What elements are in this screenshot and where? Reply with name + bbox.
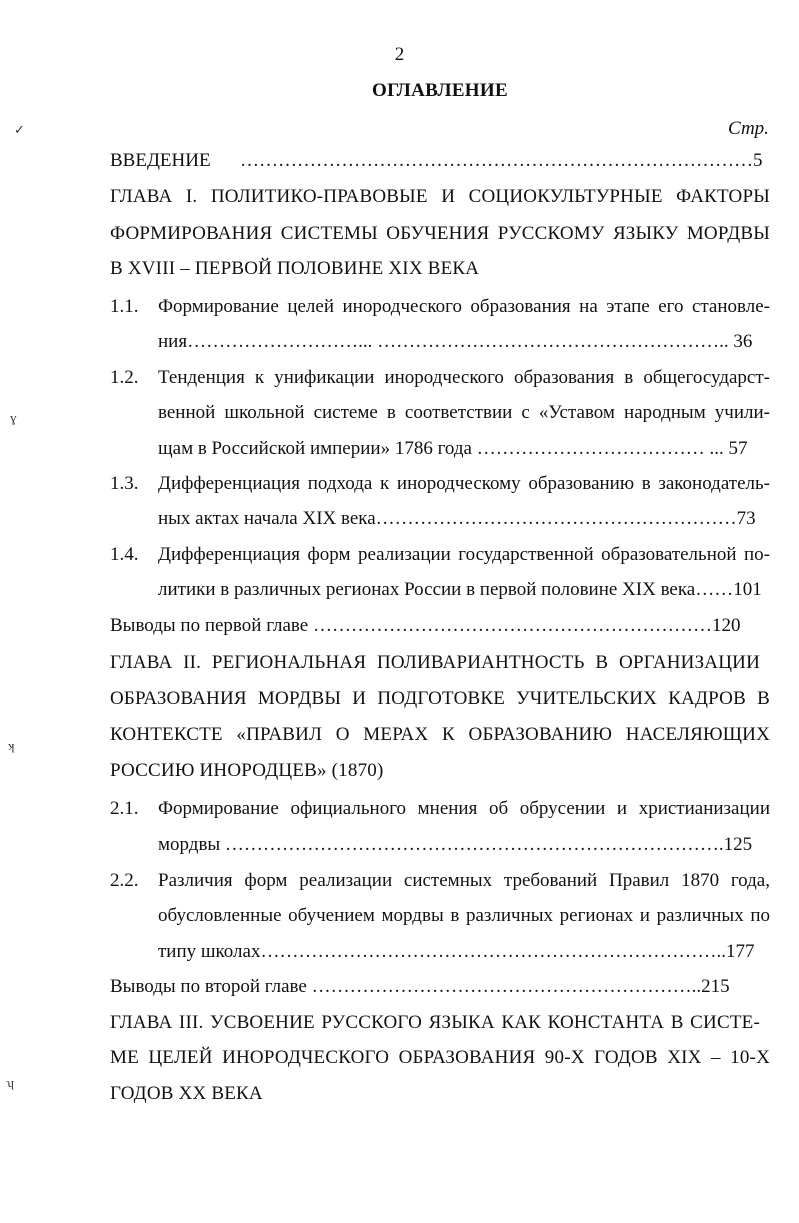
- margin-mark: ɣ: [10, 410, 17, 425]
- chapter-2-heading-line: ОБРАЗОВАНИЯ МОРДВЫ И ПОДГОТОВКЕ УЧИТЕЛЬСКИХ КАДРОВ В: [110, 688, 770, 709]
- toc-section-1-2-line[interactable]: щам в Российской империи» 1786 года ……………………………… ... 57: [158, 438, 748, 459]
- toc-conclusion-2[interactable]: Выводы по второй главе ……………………………………………………..215: [110, 976, 730, 997]
- margin-mark: ʞ: [8, 738, 15, 753]
- toc-conclusion-1[interactable]: Выводы по первой главе ………………………………………………………120: [110, 615, 741, 636]
- page-number: 2: [394, 44, 405, 65]
- chapter-2-heading-line: ГЛАВА II. РЕГИОНАЛЬНАЯ ПОЛИВАРИАНТНОСТЬ В ОРГАНИЗАЦИИ: [110, 652, 760, 673]
- toc-section-1-1-line[interactable]: ния………………………... ……………………………………………….. 36: [158, 331, 753, 352]
- chapter-1-heading-line: В XVIII – ПЕРВОЙ ПОЛОВИНЕ XIX ВЕКА: [110, 258, 480, 279]
- toc-section-1-2-line[interactable]: Тенденция к унификации инородческого образования в общегосударст-: [158, 367, 770, 388]
- toc-section-number: 1.2.: [110, 367, 139, 388]
- toc-section-2-1-line[interactable]: мордвы …………………………………………………………………….125: [158, 834, 753, 855]
- toc-section-2-2-line[interactable]: Различия форм реализации системных требований Правил 1870 года,: [158, 870, 770, 891]
- toc-section-1-4-line[interactable]: литики в различных регионах России в первой половине XIX века……101: [158, 579, 762, 600]
- chapter-3-heading-line: МЕ ЦЕЛЕЙ ИНОРОДЧЕСКОГО ОБРАЗОВАНИЯ 90-Х ГОДОВ XIX – 10-Х: [110, 1047, 770, 1068]
- toc-section-2-2-line[interactable]: обусловленные обучением мордвы в различных регионах и различных по: [158, 905, 770, 926]
- margin-mark: ʮ: [6, 1075, 15, 1090]
- chapter-3-heading-line: ГОДОВ XX ВЕКА: [110, 1083, 263, 1104]
- toc-entry-intro-leader: ………………………………………………………………………5: [240, 150, 763, 171]
- toc-entry-intro[interactable]: [110, 149, 770, 173]
- chapter-2-heading-line: КОНТЕКСТЕ «ПРАВИЛ О МЕРАХ К ОБРАЗОВАНИЮ НАСЕЛЯЮЩИХ: [110, 724, 770, 745]
- toc-section-1-2-line[interactable]: венной школьной системе в соответствии с «Уставом народным учили-: [158, 402, 770, 423]
- toc-section-2-1-line[interactable]: Формирование официального мнения об обрусении и христианизации: [158, 798, 770, 819]
- toc-section-number: 1.3.: [110, 473, 139, 494]
- toc-entry-intro-title: ВВЕДЕНИЕ: [110, 150, 211, 171]
- chapter-1-heading-line: ГЛАВА I. ПОЛИТИКО-ПРАВОВЫЕ И СОЦИОКУЛЬТУРНЫЕ ФАКТОРЫ: [110, 186, 770, 207]
- chapter-3-heading-line: ГЛАВА III. УСВОЕНИЕ РУССКОГО ЯЗЫКА КАК КОНСТАНТА В СИСТЕ-: [110, 1012, 760, 1033]
- chapter-2-heading-line: РОССИЮ ИНОРОДЦЕВ» (1870): [110, 760, 384, 781]
- chapter-1-heading-line: ФОРМИРОВАНИЯ СИСТЕМЫ ОБУЧЕНИЯ РУССКОМУ ЯЗЫКУ МОРДВЫ: [110, 223, 770, 244]
- toc-section-1-3-line[interactable]: Дифференциация подхода к инородческому образованию в законодатель-: [158, 473, 770, 494]
- toc-section-number: 1.1.: [110, 296, 139, 317]
- toc-section-number: 2.1.: [110, 798, 139, 819]
- toc-section-2-2-line[interactable]: типу школах………………………………………………………………..177: [158, 941, 755, 962]
- page-column-label: Стр.: [728, 118, 769, 139]
- page-title: ОГЛАВЛЕНИЕ: [372, 80, 508, 101]
- toc-section-1-3-line[interactable]: ных актах начала XIX века…………………………………………………73: [158, 508, 756, 529]
- toc-section-number: 1.4.: [110, 544, 139, 565]
- toc-section-1-1-line[interactable]: Формирование целей инородческого образования на этапе его становле-: [158, 296, 770, 317]
- toc-section-1-4-line[interactable]: Дифференциация форм реализации государственной образовательной по-: [158, 544, 770, 565]
- margin-mark: ✓: [14, 122, 25, 137]
- toc-section-number: 2.2.: [110, 870, 139, 891]
